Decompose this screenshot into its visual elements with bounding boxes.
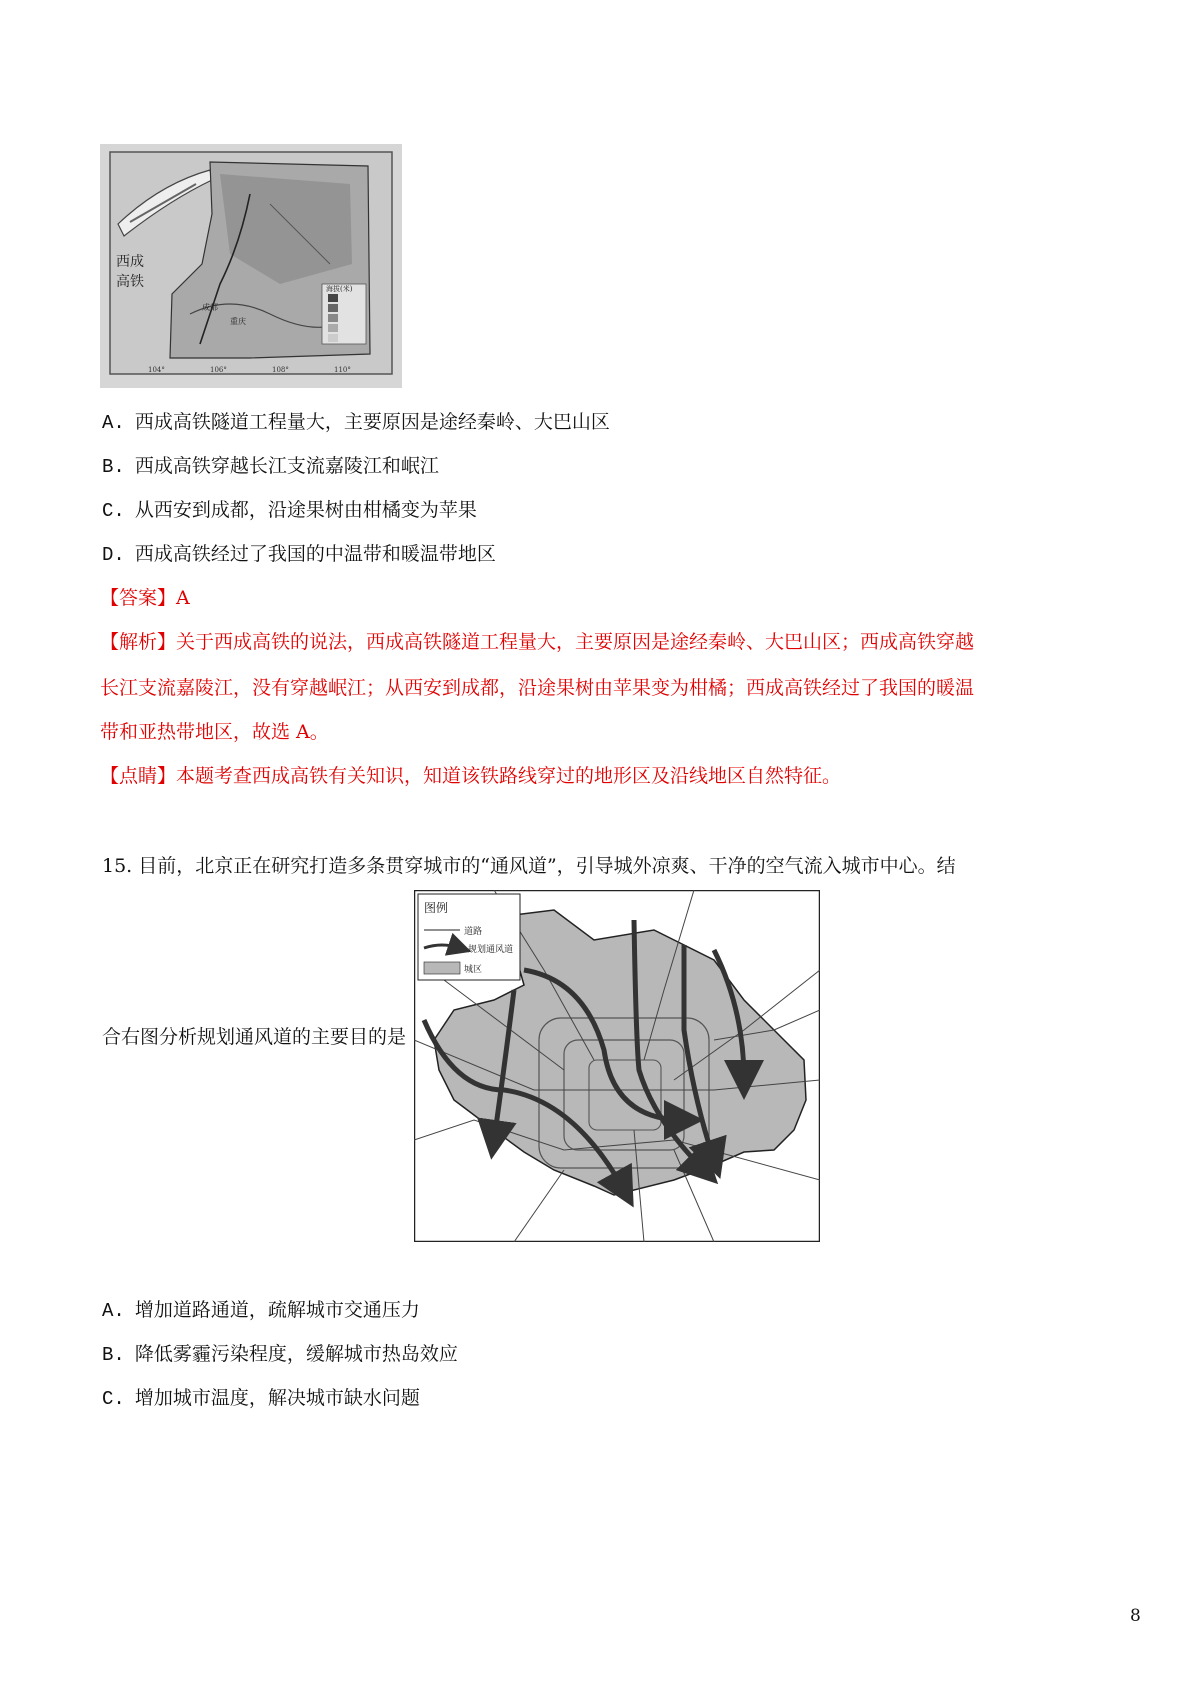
q14-analysis-line-2: 长江支流嘉陵江，没有穿越岷江；从西安到成都，沿途果树由苹果变为柑橘；西成高铁经过了我国的暖温 [100,677,975,699]
legend-road: 道路 [464,927,483,937]
map-label-line2: 高铁 [116,274,144,290]
q15-stem-line-1: 15. 目前，北京正在研究打造多条贯穿城市的“通风道”，引导城外凉爽、干净的空气流入城市中心。结 [102,855,956,877]
legend-area: 城区 [464,965,483,975]
map-city-chengdu: 成都 [202,303,218,312]
map-city-chongqing: 重庆 [230,317,246,326]
q15-option-a: A. 增加道路通道，疏解城市交通压力 [102,1299,420,1322]
page-number: 8 [1130,1606,1141,1626]
map-tick-4: 110° [334,366,351,374]
map-legend-title: 海拔(米) [326,285,353,293]
q14-analysis-line-1: 【解析】关于西成高铁的说法，西成高铁隧道工程量大，主要原因是途经秦岭、大巴山区；西成高铁穿越 [100,631,975,653]
q15-option-b: B. 降低雾霾污染程度，缓解城市热岛效应 [102,1343,458,1366]
q14-comment: 【点睛】本题考查西成高铁有关知识，知道该铁路线穿过的地形区及沿线地区自然特征。 [100,765,842,787]
map-tick-2: 106° [210,366,227,374]
map-tick-3: 108° [272,366,289,374]
q14-answer: 【答案】A [100,587,190,609]
q14-option-a: A. 西成高铁隧道工程量大，主要原因是途经秦岭、大巴山区 [102,411,610,434]
q15-stem-line-2: 合右图分析规划通风道的主要目的是 [102,1026,407,1048]
beijing-ventilation-map [414,890,820,1242]
legend-wind: 规划通风道 [468,945,514,955]
q14-option-d: D. 西成高铁经过了我国的中温带和暖温带地区 [102,543,496,566]
map-label-line1: 西成 [116,254,144,270]
q14-option-b: B. 西成高铁穿越长江支流嘉陵江和岷江 [102,455,439,478]
map-tick-1: 104° [148,366,165,374]
xicheng-railway-map [100,144,402,388]
q14-analysis-line-3: 带和亚热带地区，故选 A。 [100,721,329,743]
q14-option-c: C. 从西安到成都，沿途果树由柑橘变为苹果 [102,499,477,522]
q15-option-c: C. 增加城市温度，解决城市缺水问题 [102,1387,420,1410]
legend-title: 图例 [424,901,449,915]
